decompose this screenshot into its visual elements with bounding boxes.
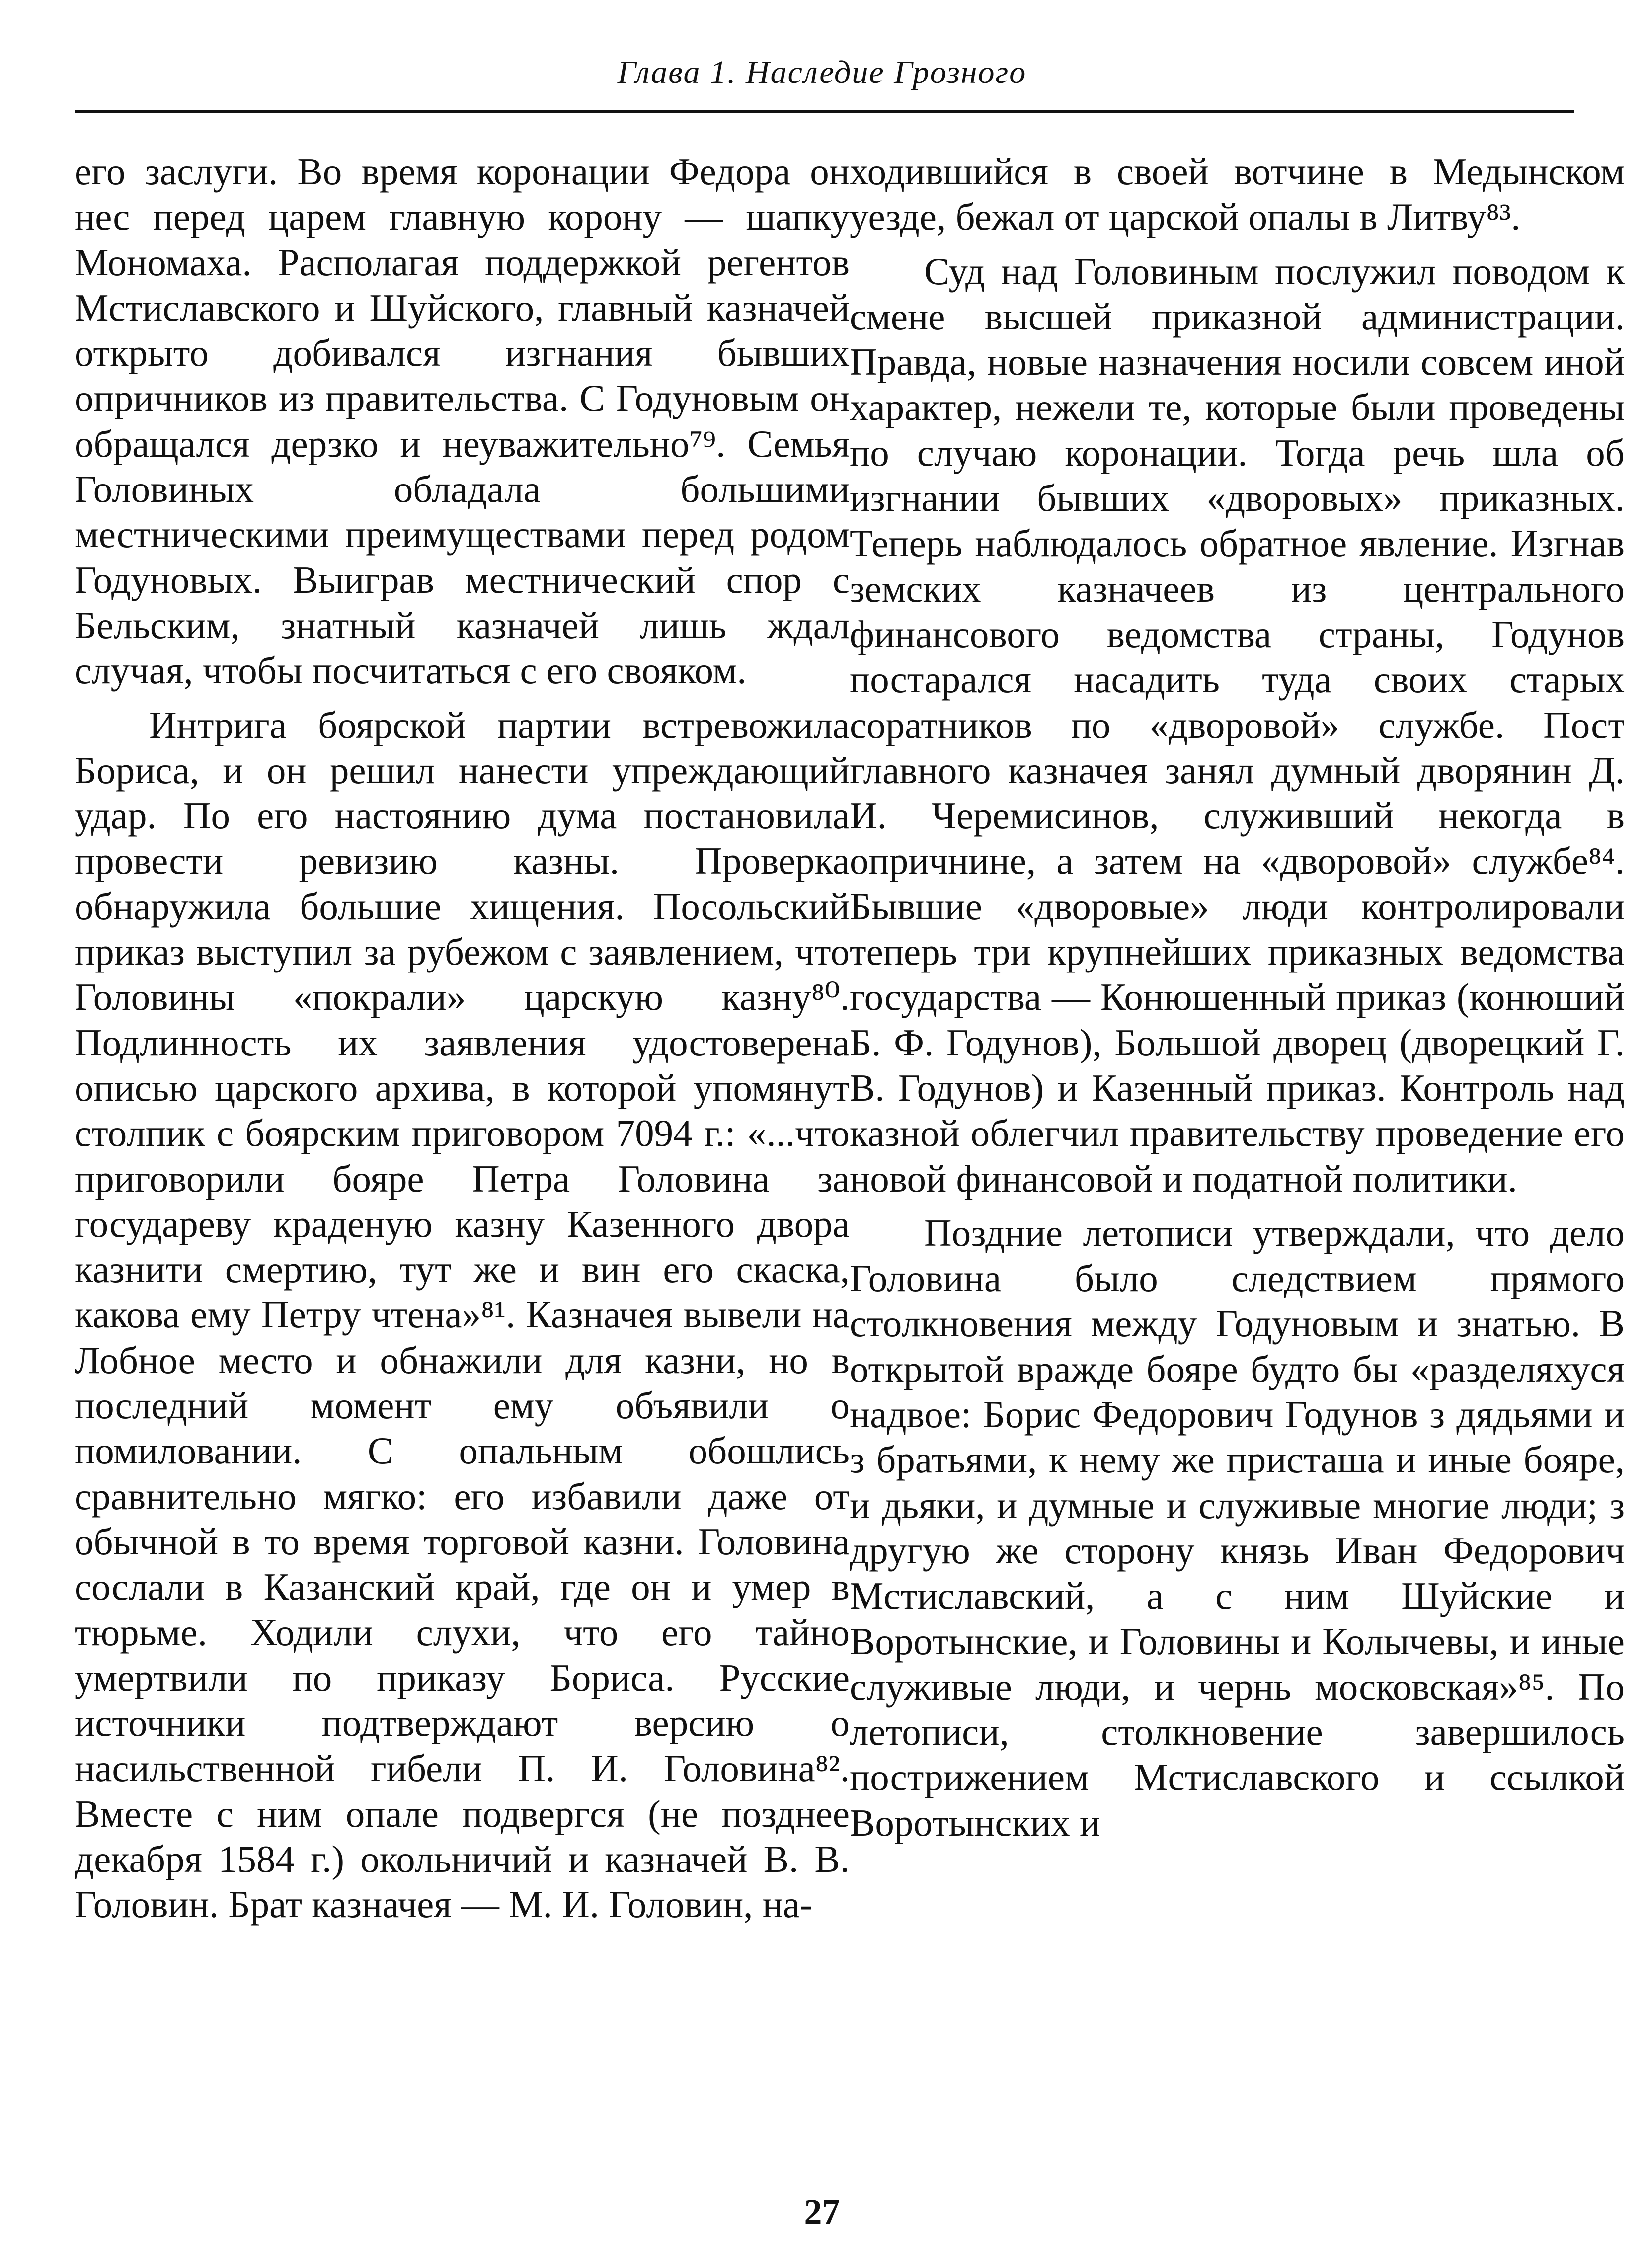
page-number: 27: [804, 2192, 840, 2232]
left-column: [75, 149, 850, 1937]
paragraph: Суд над Головиным послужил поводом к смене высшей приказной администрации. Правда, новые назначения носили совсем иной характер, нежели те, которые были проведены по случаю коронации. Тогда речь шла об изгнании бывших «дворовых» приказных. Теперь наблюдалось обратное явление. Изгнав земских казначеев из центрального финансового ведомства страны, Годунов постарался насадить туда своих старых соратников по «дворовой» службе. Пост главного казначея занял думный дворянин Д. И. Черемисинов, служивший некогда в опричнине, а затем на «дворовой» службе⁸⁴. Бывшие «дворовые» люди контролировали теперь три крупнейших приказных ведомства государства — Конюшенный приказ (конюший Б. Ф. Годунов), Большой дворец (дворецкий Г. В. Годунов) и Казенный приказ. Контроль над казной облегчил правительству проведение его новой финансовой и податной политики.: [850, 249, 1625, 1200]
paragraph: Интрига боярской партии встревожила Бориса, и он решил нанести упреждающий удар. По его настоянию дума постановила провести ревизию казны. Проверка обнаружила большие хищения. Посольский приказ выступил за рубежом с заявлением, что Головины «покрали» царскую казну⁸⁰. Подлинность их заявления удостоверена описью царского архива, в которой упомянут столпик с боярским приговором 7094 г.: «...что приговорили бояре Петра Головина за государеву краденую казну Казенного двора казнити смертию, тут же и вин его скаска, какова ему Петру чтена»⁸¹. Казначея вывели на Лобное место и обнажили для казни, но в последний момент ему объявили о помиловании. С опальным обошлись сравнительно мягко: его избавили даже от обычной в то время торговой казни. Головина сослали в Казанский край, где он и умер в тюрьме. Ходили слухи, что его тайно умертвили по приказу Бориса. Русские источники подтверждают версию о насильственной гибели П. И. Головина⁸². Вместе с ним опале подвергся (не позднее декабря 1584 г.) окольничий и казначей В. В. Головин. Брат казначея — М. И. Головин, на-: [75, 703, 850, 1926]
paragraph: ходившийся в своей вотчине в Медынском уезде, бежал от царской опалы в Литву⁸³.: [850, 150, 1625, 239]
paragraph: Поздние летописи утверждали, что дело Головина было следствием прямого столкновения между Годуновым и знатью. В открытой вражде бояре будто бы «разделяхуся надвое: Борис Федорович Годунов з дядьями и з братьями, к нему же присташа и иные бояре, и дьяки, и думные и служивые многие люди; з другую же сторону князь Иван Федорович Мстиславский, а с ним Шуйские и Воротынские, и Головины и Колычевы, и иные служивые люди, и чернь московская»⁸⁵. По летописи, столкновение завершилось пострижением Мстиславского и ссылкой Воротынских и: [850, 1211, 1625, 1844]
right-column: [850, 149, 1625, 1855]
paragraph: его заслуги. Во время коронации Федора он нес перед царем главную корону — шапку Мономаха. Располагая поддержкой регентов Мстиславского и Шуйского, главный казначей открыто добивался изгнания бывших опричников из правительства. С Годуновым он обращался дерзко и неуважительно⁷⁹. Семья Головиных обладала большими местническими преимуществами перед родом Годуновых. Выиграв местнический спор с Бельским, знатный казначей лишь ждал случая, чтобы посчитаться с его свояком.: [75, 150, 850, 692]
running-head: Глава 1. Наследие Грозного: [617, 54, 1027, 90]
header-rule: [75, 110, 1574, 113]
